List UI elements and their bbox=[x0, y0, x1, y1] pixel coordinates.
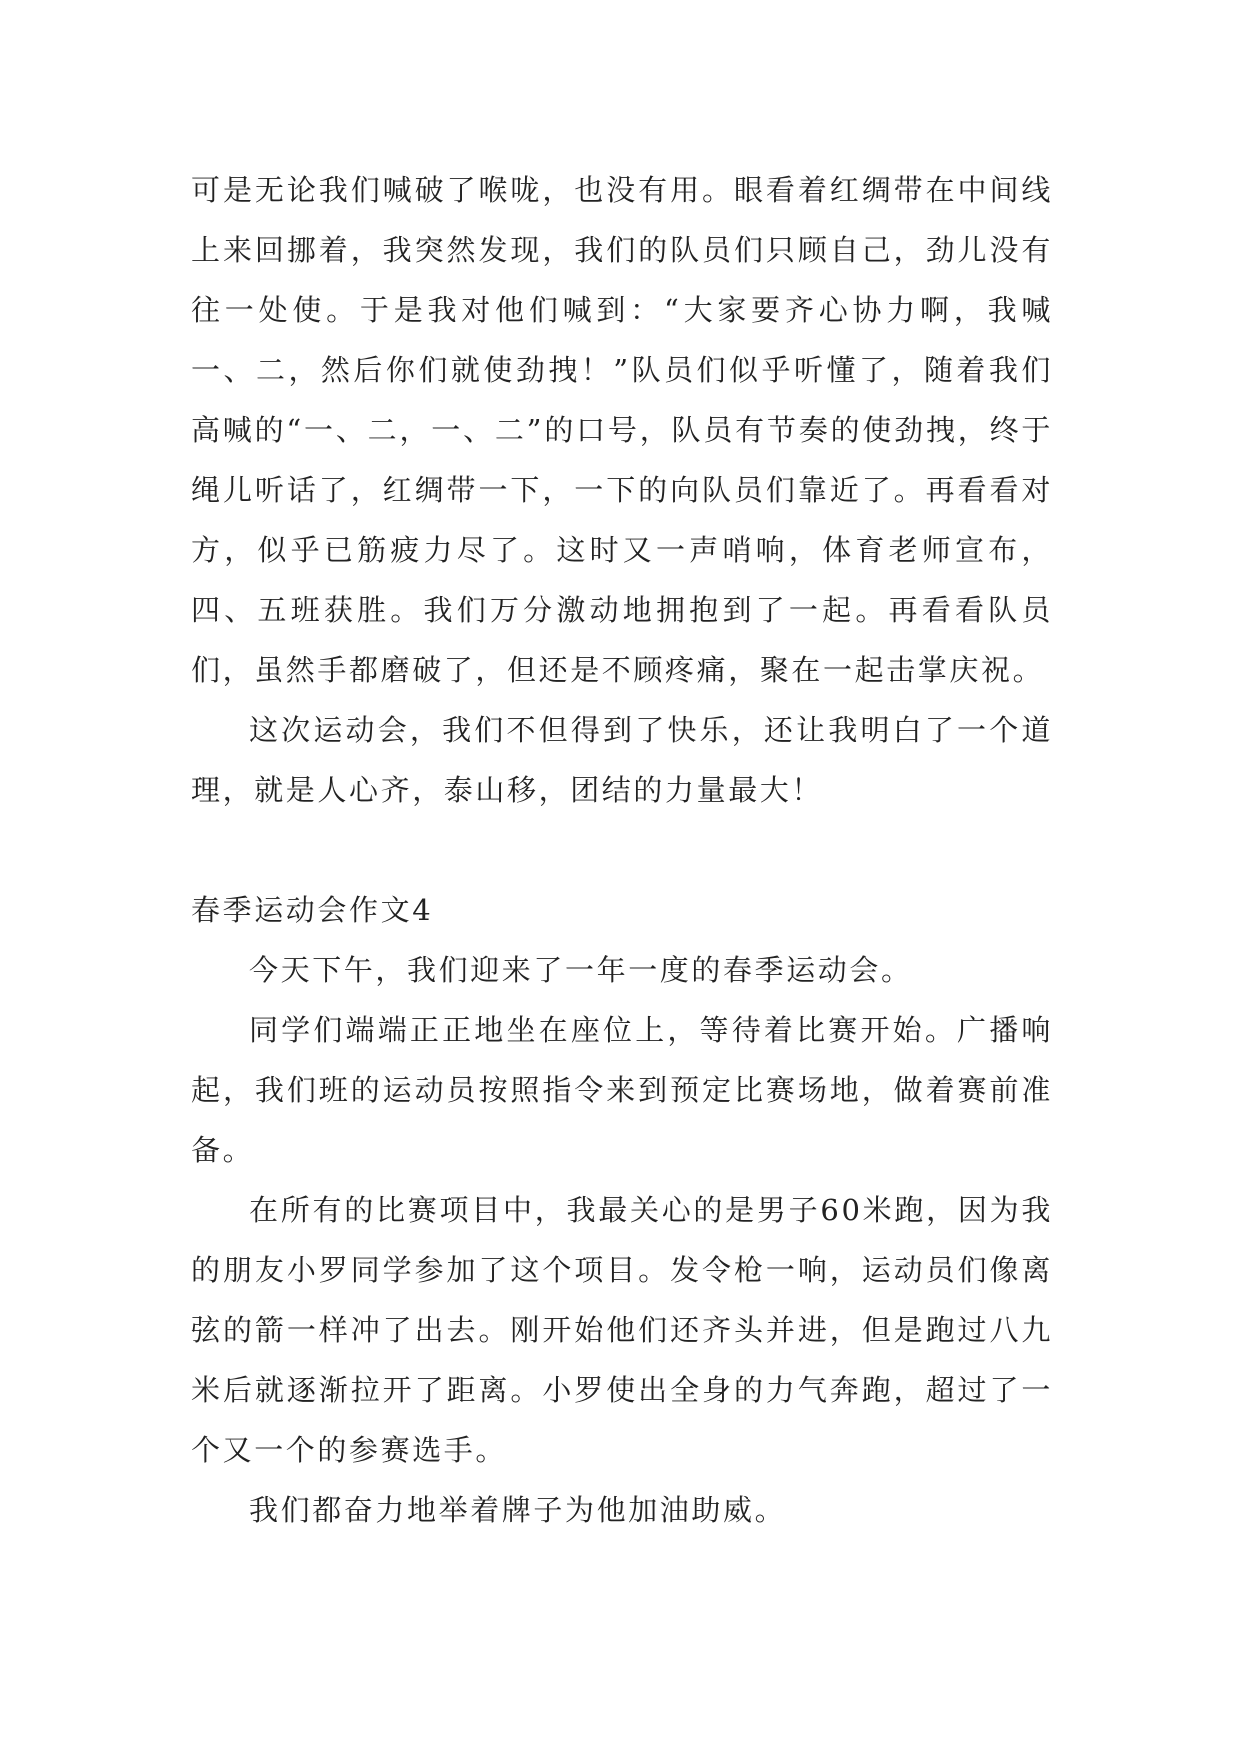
paragraph-continued: 可是无论我们喊破了喉咙，也没有用。眼看着红绸带在中间线上来回挪着，我突然发现，我们的队员们只顾自己，劲儿没有往一处使。于是我对他们喊到：“大家要齐心协力啊，我喊一、二，然后你们就使劲拽！”队员们似乎听懂了，随着我们高喊的“一、二，一、二”的口号，队员有节奏的使劲拽，终于绳儿听话了，红绸带一下，一下的向队员们靠近了。再看看对方，似乎已筋疲力尽了。这时又一声哨响，体育老师宣布，四、五班获胜。我们万分激动地拥抱到了一起。再看看队员们，虽然手都磨破了，但还是不顾疼痛，聚在一起击掌庆祝。 bbox=[191, 173, 1053, 687]
document-body bbox=[191, 160, 1053, 1540]
paragraph-conclusion: 这次运动会，我们不但得到了快乐，还让我明白了一个道理，就是人心齐，泰山移，团结的力量最大！ bbox=[191, 713, 1053, 807]
paragraph-intro: 今天下午，我们迎来了一年一度的春季运动会。 bbox=[249, 953, 913, 987]
paragraph-cheering: 我们都奋力地举着牌子为他加油助威。 bbox=[249, 1493, 787, 1527]
paragraph-race: 在所有的比赛项目中，我最关心的是男子60米跑，因为我的朋友小罗同学参加了这个项目。发令枪一响，运动员们像离弦的箭一样冲了出去。刚开始他们还齐头并进，但是跑过八九米后就逐渐拉开了距离。小罗使出全身的力气奔跑，超过了一个又一个的参赛选手。 bbox=[191, 1193, 1053, 1467]
paragraph-preparation: 同学们端端正正地坐在座位上，等待着比赛开始。广播响起，我们班的运动员按照指令来到预定比赛场地，做着赛前准备。 bbox=[191, 1013, 1053, 1167]
essay-heading: 春季运动会作文4 bbox=[191, 893, 434, 927]
